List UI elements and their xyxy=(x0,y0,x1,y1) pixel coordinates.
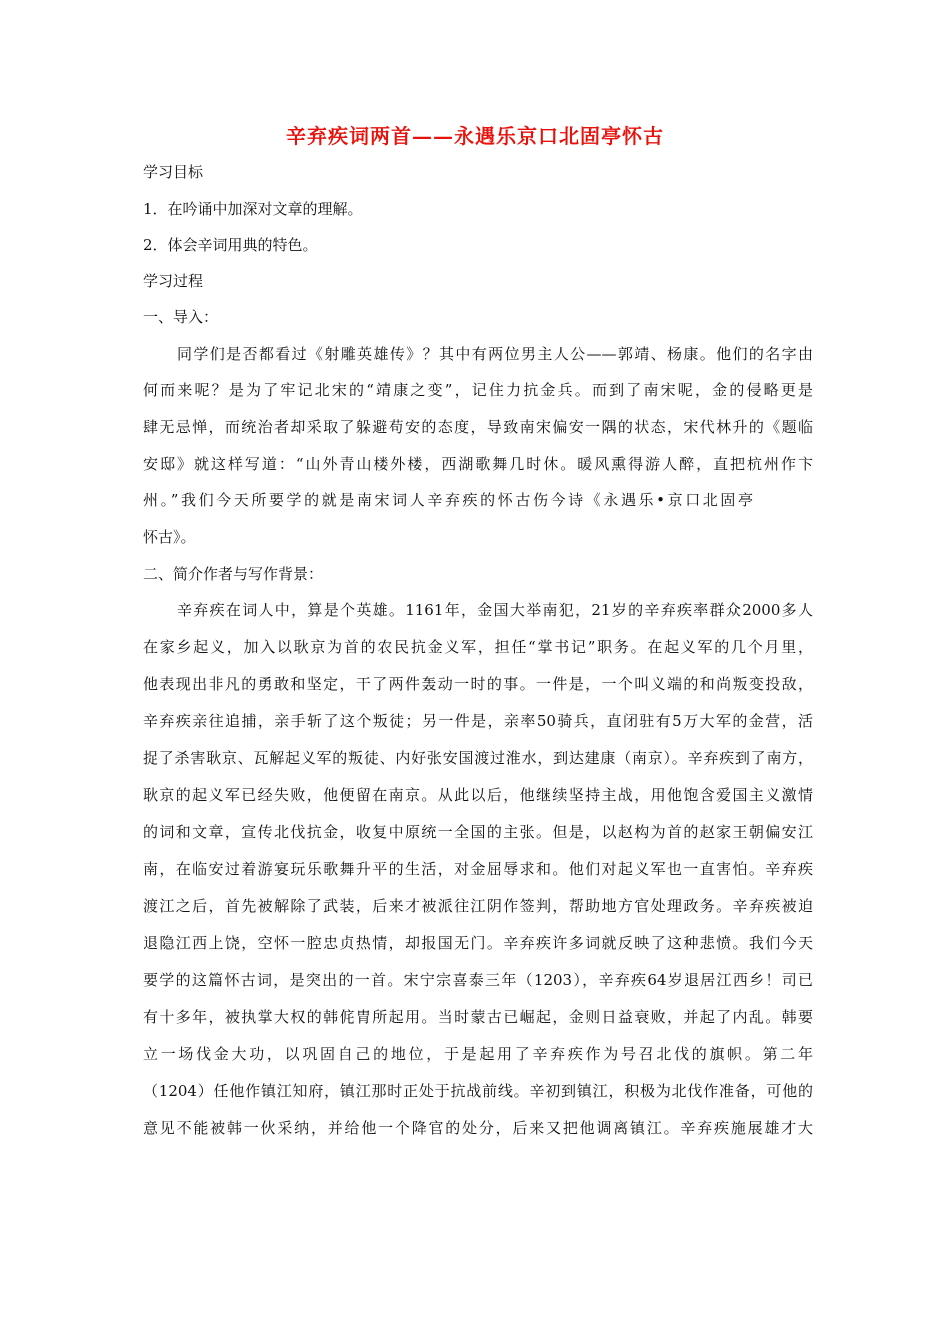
intro-paragraph-line: 怀古》。 xyxy=(143,528,196,546)
background-paragraph-line: 要学的这篇怀古词，是突出的一首。宋宁宗喜泰三年（1203），辛弃疾64岁退居江西乡！司已 xyxy=(143,971,813,989)
intro-paragraph-line: 肆无忌惮，而统治者却采取了躲避苟安的态度，导致南宋偏安一隅的状态，宋代林升的《题临 xyxy=(143,418,813,436)
background-paragraph-line: 意见不能被韩一伙采纳，并给他一个降官的处分，后来又把他调离镇江。辛弃疾施展雄才大 xyxy=(143,1119,813,1137)
background-paragraph-line: 捉了杀害耿京、瓦解起义军的叛徒、内好张安国渡过淮水，到达建康（南京）。辛弃疾到了南方， xyxy=(143,749,813,767)
background-paragraph-line: 退隐江西上饶，空怀一腔忠贞热情，却报国无门。辛弃疾许多词就反映了这种悲愤。我们今天 xyxy=(143,934,813,952)
document-title: 辛弃疾词两首——永遇乐京口北固亭怀古 xyxy=(286,124,664,148)
objectives-heading: 学习目标 xyxy=(143,163,204,181)
intro-heading: 一、导入： xyxy=(143,308,219,326)
background-paragraph-line: 有十多年，被执掌大权的韩侂胄所起用。当时蒙古已崛起，金则日益衰败，并起了内乱。韩要 xyxy=(143,1008,813,1026)
background-paragraph-line: 耿京的起义军已经失败，他便留在南京。从此以后，他继续坚持主战，用他饱含爱国主义激情 xyxy=(143,786,813,804)
background-heading: 二、简介作者与写作背景： xyxy=(143,565,324,583)
process-heading: 学习过程 xyxy=(143,272,204,290)
intro-paragraph-line: 州。”我们今天所要学的就是南宋词人辛弃疾的怀古伤今诗《永遇乐•京口北固亭 xyxy=(143,491,753,509)
background-paragraph-line: 在家乡起义，加入以耿京为首的农民抗金义军，担任“掌书记”职务。在起义军的几个月里， xyxy=(143,638,813,656)
background-paragraph-line: 辛弃疾亲往追捕，亲手斩了这个叛徒；另一件是，亲率50骑兵，直闭驻有5万大军的金营，活 xyxy=(143,712,813,730)
background-paragraph-line: 辛弃疾在词人中，算是个英雄。1161年，金国大举南犯，21岁的辛弃疾率群众2000多人 xyxy=(177,601,813,619)
background-paragraph-line: 他表现出非凡的勇敢和坚定，干了两件轰动一时的事。一件是，一个叫义端的和尚叛变投敌， xyxy=(143,675,813,693)
background-paragraph-line: （1204）任他作镇江知府，镇江那时正处于抗战前线。辛初到镇江，积极为北伐作准备，可他的 xyxy=(143,1082,813,1100)
intro-paragraph-line: 安邸》就这样写道：“山外青山楼外楼，西湖歌舞几时休。暖风熏得游人醉，直把杭州作卞 xyxy=(143,455,813,473)
background-paragraph-line: 的词和文章，宣传北伐抗金，收复中原统一全国的主张。但是，以赵构为首的赵家王朝偏安江 xyxy=(143,823,813,841)
intro-paragraph-line: 何而来呢？是为了牢记北宋的“靖康之变”，记住力抗金兵。而到了南宋呢，金的侵略更是 xyxy=(143,381,813,399)
background-paragraph-line: 立一场伐金大功，以巩固自己的地位，于是起用了辛弃疾作为号召北伐的旗帜。第二年 xyxy=(143,1045,813,1063)
objective-item-1: 1．在吟诵中加深对文章的理解。 xyxy=(143,200,363,218)
background-paragraph-line: 渡江之后，首先被解除了武装，后来才被派往江阴作签判，帮助地方官处理政务。辛弃疾被迫 xyxy=(143,897,813,915)
background-paragraph-line: 南，在临安过着游宴玩乐歌舞升平的生活，对金屈辱求和。他们对起义军也一直害怕。辛弃疾 xyxy=(143,860,813,878)
objective-item-2: 2．体会辛词用典的特色。 xyxy=(143,236,318,254)
intro-paragraph-line: 同学们是否都看过《射雕英雄传》？其中有两位男主人公——郭靖、杨康。他们的名字由 xyxy=(177,345,813,363)
